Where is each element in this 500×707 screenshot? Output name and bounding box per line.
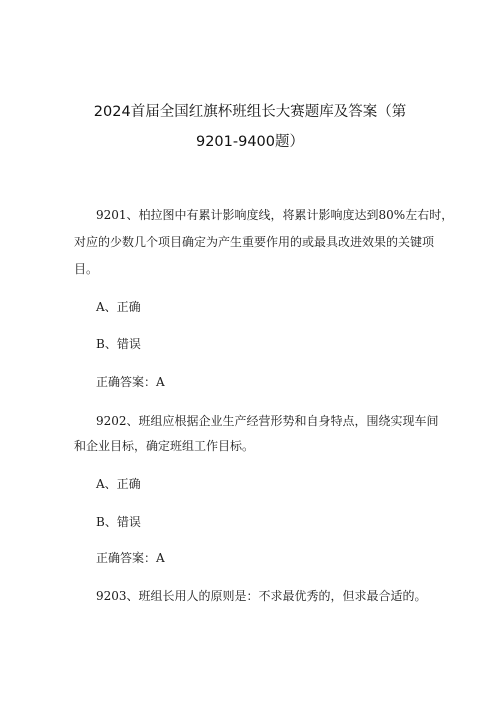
question-9203-line-1: 9203、班组长用人的原则是：不求最优秀的，但求最合适的。 <box>96 589 427 603</box>
question-9201-answer: 正确答案：A <box>96 375 165 389</box>
question-9202-line-2: 和企业目标，确定班组工作目标。 <box>74 439 255 453</box>
question-9201-option-b: B、错误 <box>96 337 141 351</box>
question-9201-line-3: 目。 <box>74 262 99 276</box>
question-9202-option-a: A、正确 <box>96 477 141 491</box>
document-title-line-2: 9201-9400题） <box>195 134 305 150</box>
question-9201-option-a: A、正确 <box>96 300 141 314</box>
question-9202-line-1: 9202、班组应根据企业生产经营形势和自身特点，围绕实现车间 <box>96 414 439 428</box>
question-9202-option-b: B、错误 <box>96 515 141 529</box>
question-9202-answer: 正确答案：A <box>96 551 165 565</box>
question-9201-line-1: 9201、柏拉图中有累计影响度线，将累计影响度达到80%左右时， <box>96 208 454 222</box>
document-title-line-1: 2024首届全国红旗杯班组长大赛题库及答案（第 <box>93 104 407 120</box>
question-9201-line-2: 对应的少数几个项目确定为产生重要作用的或最具改进效果的关键项 <box>74 235 435 249</box>
